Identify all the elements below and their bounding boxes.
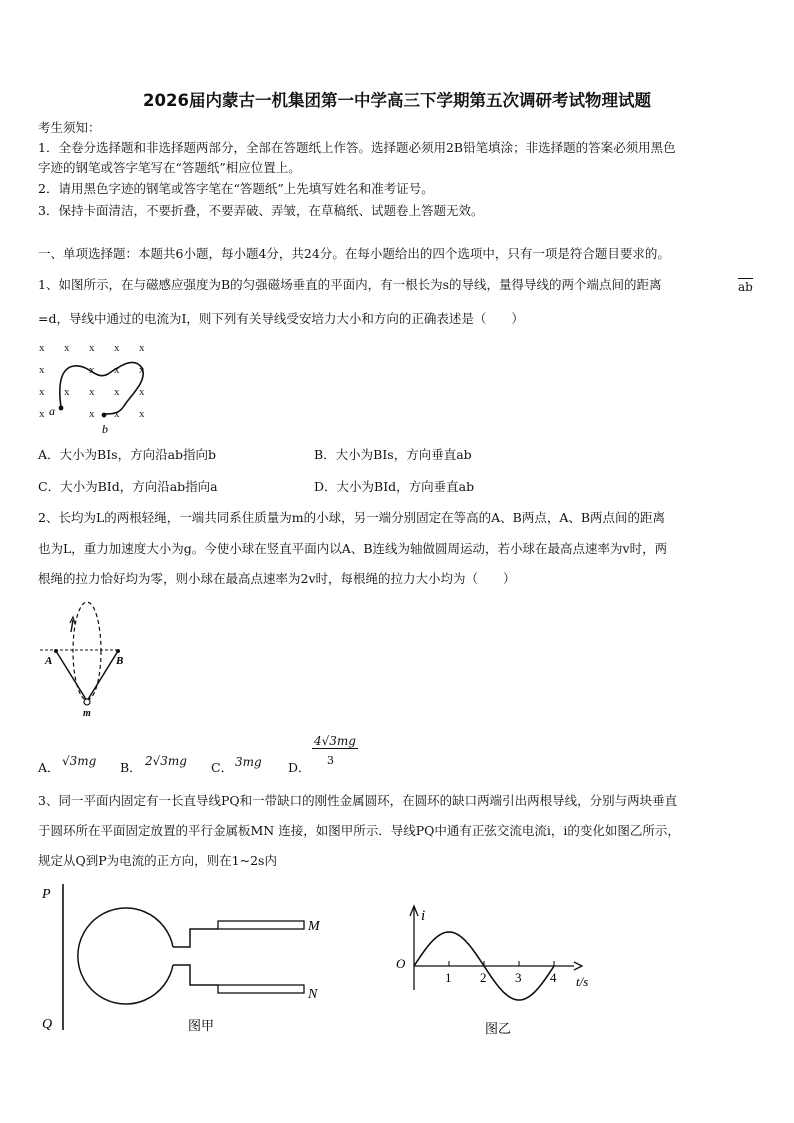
label-N: N	[308, 987, 318, 1002]
section-heading: 一、单项选择题：本题共6小题，每小题4分，共24分。在每小题给出的四个选项中，只有一项是符合题目要求的。	[38, 246, 670, 261]
origin-label: O	[396, 956, 406, 971]
x-axis-label: t/s	[576, 974, 589, 989]
q2-option-a-label: A．	[38, 760, 60, 775]
q2-option-a-value: √3mg	[62, 754, 97, 768]
x-tick-label: 3	[515, 970, 522, 985]
field-cross: x	[89, 342, 95, 354]
field-cross: x	[139, 364, 145, 376]
label-b: b	[102, 422, 108, 436]
field-cross: x	[64, 386, 70, 398]
q2-option-d-label: D．	[288, 760, 311, 775]
field-cross: x	[39, 342, 45, 354]
field-cross: x	[139, 342, 145, 354]
rope-left	[56, 651, 87, 701]
x-tick-label: 1	[445, 970, 452, 985]
caption-jia: 图甲	[188, 1018, 215, 1033]
q3-stem-line-1: 3、同一平面内固定有一长直导线PQ和一带缺口的刚性金属圆环，在圆环的缺口两端引出两根导线，分别与两块垂直	[38, 793, 678, 808]
y-axis-label: i	[421, 908, 426, 924]
q2-option-c-label: C．	[211, 760, 234, 775]
q2-stem-line-3: 根绳的拉力恰好均为零，则小球在最高点速率为2v时，每根绳的拉力大小均为（ ）	[38, 571, 516, 586]
q3-stem-line-2: 于圆环所在平面固定放置的平行金属板MN 连接，如图甲所示．导线PQ中通有正弦交流电流i，i的变化如图乙所示，	[38, 823, 680, 838]
q1-option-a: A．大小为BIs，方向沿ab指向b	[38, 447, 217, 462]
label-a: a	[49, 404, 55, 418]
field-cross: x	[139, 386, 145, 398]
label-Q: Q	[42, 1017, 53, 1032]
q1-overline-ab: ab	[738, 280, 753, 294]
field-cross: x	[39, 386, 45, 398]
field-cross: x	[114, 364, 120, 376]
q2-stem-line-1: 2、长均为L的两根轻绳，一端共同系住质量为m的小球，另一端分别固定在等高的A、B两点，A、B两点间的距离	[38, 510, 666, 525]
plate-n	[218, 985, 304, 993]
q1-magnetic-field-figure	[34, 336, 164, 438]
notice-item-1-line-2: 字迹的钢笔或答字笔写在“答题纸”相应位置上。	[38, 160, 301, 175]
label-A: A	[45, 655, 53, 667]
x-tick-label: 2	[480, 970, 487, 985]
notice-item-3: 3．保持卡面清洁，不要折叠，不要弄破、弄皱，在草稿纸、试题卷上答题无效。	[38, 203, 484, 218]
label-m: m	[83, 708, 91, 719]
label-P: P	[42, 887, 51, 902]
rope-right	[87, 651, 118, 701]
q3-figure-jia	[38, 882, 338, 1038]
notice-item-2: 2．请用黑色字迹的钢笔或答字笔在“答题纸”上先填写姓名和准考证号。	[38, 181, 434, 196]
endpoint-b	[102, 413, 107, 418]
field-cross: x	[89, 386, 95, 398]
label-M: M	[308, 919, 320, 934]
q1-option-b: B．大小为BIs，方向垂直ab	[314, 447, 472, 462]
page-title: 2026届内蒙古一机集团第一中学高三下学期第五次调研考试物理试题	[143, 91, 651, 110]
caption-yi: 图乙	[485, 1021, 512, 1036]
q1-option-c: C．大小为BId，方向沿ab指向a	[38, 479, 218, 494]
field-cross: x	[64, 342, 70, 354]
ball-m	[84, 699, 90, 705]
metal-ring	[78, 908, 173, 1004]
field-cross: x	[39, 364, 45, 376]
field-cross: x	[139, 408, 145, 420]
q1-stem-line-2: =d，导线中通过的电流为I，则下列有关导线受安培力大小和方向的正确表述是（ ）	[38, 311, 524, 326]
field-cross: x	[114, 408, 120, 420]
field-cross: x	[114, 386, 120, 398]
plate-m	[218, 921, 304, 929]
motion-arrow	[71, 620, 73, 632]
q2-option-b-label: B．	[120, 760, 142, 775]
field-cross: x	[89, 408, 95, 420]
field-cross: x	[89, 364, 95, 376]
label-B: B	[116, 655, 124, 667]
q3-figure-yi-graph	[388, 898, 600, 1038]
q2-option-b-value: 2√3mg	[145, 754, 187, 768]
q2-option-c-value: 3mg	[235, 755, 262, 769]
q2-rope-figure	[38, 598, 124, 720]
q2-option-d-denominator: 3	[327, 754, 334, 767]
q1-stem-line-1: 1、如图所示，在与磁感应强度为B的匀强磁场垂直的平面内，有一根长为s的导线，量得导线的两个端点间的距离	[38, 277, 662, 292]
notice-item-1-line-1: 1．全卷分选择题和非选择题两部分，全部在答题纸上作答。选择题必须用2B铅笔填涂；非选择题的答案必须用黑色	[38, 140, 676, 155]
q2-stem-line-2: 也为L，重力加速度大小为g。今使小球在竖直平面内以A、B连线为轴做圆周运动，若小球在最高点速率为v时，两	[38, 541, 668, 556]
q3-stem-line-3: 规定从Q到P为电流的正方向，则在1~2s内	[38, 853, 277, 868]
curved-wire	[60, 362, 143, 414]
x-tick-label: 4	[550, 970, 557, 985]
q2-option-d-numerator: 4√3mg	[314, 734, 356, 748]
notice-heading: 考生须知：	[38, 120, 101, 135]
field-cross: x	[39, 408, 45, 420]
field-cross: x	[114, 342, 120, 354]
endpoint-a	[59, 406, 64, 411]
q1-option-d: D．大小为BId，方向垂直ab	[314, 479, 475, 494]
